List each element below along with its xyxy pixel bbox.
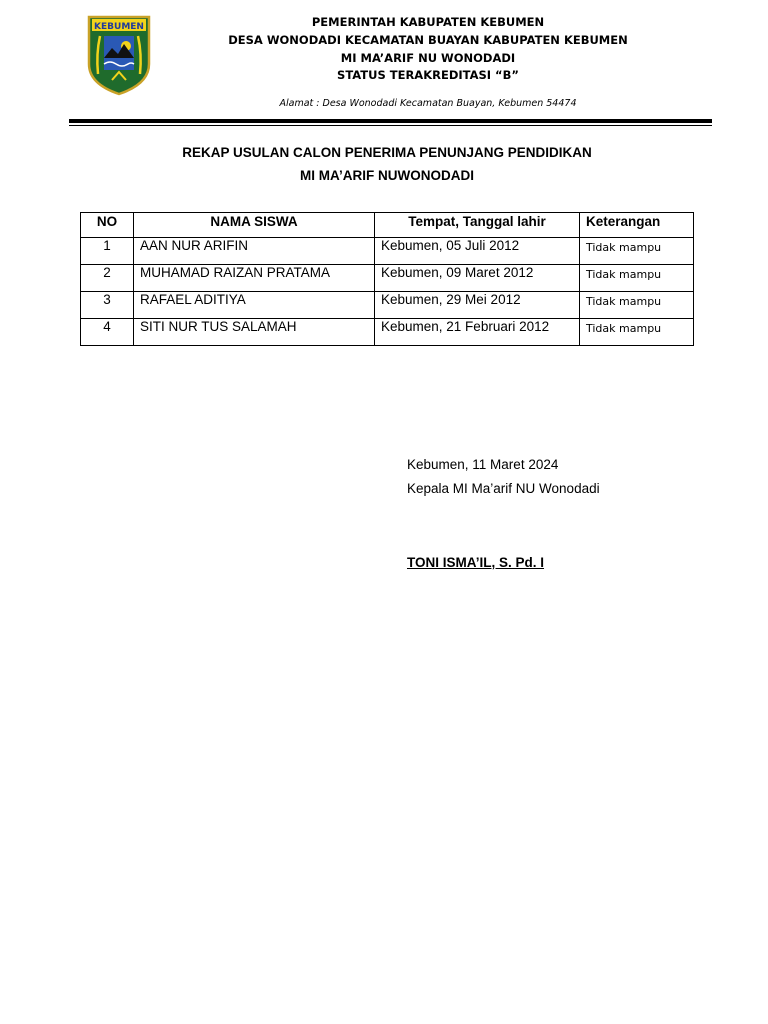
header-address: Alamat : Desa Wonodadi Kecamatan Buayan, Kebumen 54474 (279, 98, 577, 109)
cell-name: MUHAMAD RAIZAN PRATAMA (134, 265, 375, 292)
signatory-name: TONI ISMA’IL, S. Pd. I (407, 555, 545, 570)
header-divider-thick (69, 119, 712, 123)
cell-no: 2 (81, 265, 134, 292)
header-divider-thin (69, 125, 712, 126)
header-government: PEMERINTAH KABUPATEN KEBUMEN (311, 15, 545, 29)
column-header-name: NAMA SISWA (134, 213, 375, 238)
cell-remarks: Tidak mampu (580, 265, 694, 292)
cell-remarks: Tidak mampu (580, 238, 694, 265)
student-recap-table (80, 212, 694, 346)
table-row (81, 265, 694, 292)
cell-name: AAN NUR ARIFIN (134, 238, 375, 265)
cell-birth: Kebumen, 21 Februari 2012 (375, 319, 580, 346)
cell-no: 1 (81, 238, 134, 265)
header-school-name: MI MA’ARIF NU WONODADI (340, 51, 516, 65)
table-row (81, 292, 694, 319)
table-row (81, 319, 694, 346)
signature-place-date: Kebumen, 11 Maret 2024 (407, 457, 559, 472)
cell-no: 3 (81, 292, 134, 319)
cell-remarks: Tidak mampu (580, 292, 694, 319)
kebumen-regency-emblem (86, 14, 152, 96)
table-row (81, 238, 694, 265)
cell-birth: Kebumen, 05 Juli 2012 (375, 238, 580, 265)
cell-birth: Kebumen, 09 Maret 2012 (375, 265, 580, 292)
header-accreditation: STATUS TERAKREDITASI “B” (337, 68, 519, 82)
cell-name: RAFAEL ADITIYA (134, 292, 375, 319)
document-title: REKAP USULAN CALON PENERIMA PENUNJANG PENDIDIKAN (182, 145, 592, 160)
column-header-birth: Tempat, Tanggal lahir (375, 213, 580, 238)
cell-remarks: Tidak mampu (580, 319, 694, 346)
cell-no: 4 (81, 319, 134, 346)
table-header-row (81, 213, 694, 238)
header-village: DESA WONODADI KECAMATAN BUAYAN KABUPATEN KEBUMEN (228, 33, 628, 47)
column-header-no: NO (81, 213, 134, 238)
document-subtitle: MI MA’ARIF NUWONODADI (300, 168, 474, 183)
cell-birth: Kebumen, 29 Mei 2012 (375, 292, 580, 319)
emblem-text: KEBUMEN (94, 22, 144, 32)
cell-name: SITI NUR TUS SALAMAH (134, 319, 375, 346)
column-header-remarks: Keterangan (580, 213, 694, 238)
signature-position: Kepala MI Ma’arif NU Wonodadi (407, 481, 600, 496)
